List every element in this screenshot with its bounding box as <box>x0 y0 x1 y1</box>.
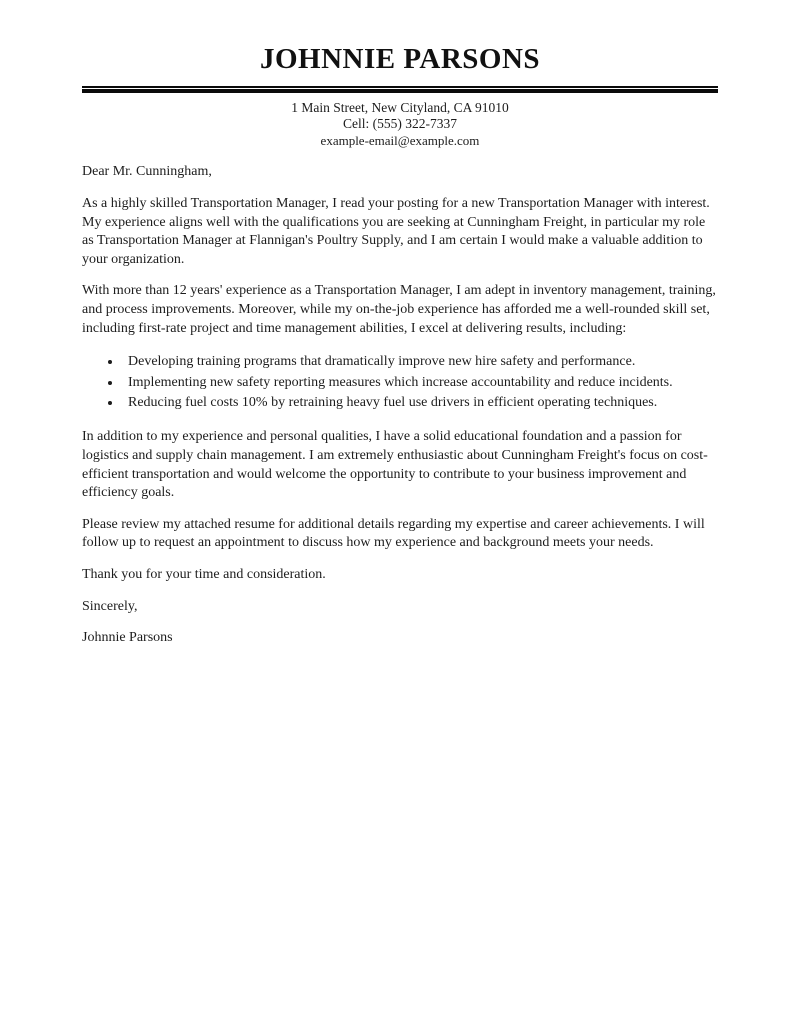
list-item: • Reducing fuel costs 10% by retraining heavy fuel use drivers in efficient operating techniques. <box>122 393 718 413</box>
contact-block <box>82 100 718 150</box>
phone-line: Cell: (555) 322-7337 <box>343 116 457 132</box>
paragraph-education: In addition to my experience and personal qualities, I have a solid educational foundation and a passion for logistics and supply chain management. I am extremely enthusiastic about Cunningham Freight's focus on cost-efficient transportation and would welcome the opportunity to contribute to your business improvement and efficiency goals. <box>82 429 708 501</box>
applicant-name: JOHNNIE PARSONS <box>259 43 541 75</box>
paragraph-experience: With more than 12 years' experience as a Transportation Manager, I am adept in inventory management, training, and process improvements. Moreover, while my on-the-job experience has afforded me a well-rounded skill set, including first-rate project and time management abilities, I excel at delivering results, including: <box>82 283 716 336</box>
list-item: • Developing training programs that dramatically improve new hire safety and performance. <box>122 352 718 372</box>
letter-body <box>82 163 718 647</box>
salutation: Dear Mr. Cunningham, <box>82 164 212 180</box>
valediction: Sincerely, <box>82 598 138 614</box>
list-item: • Implementing new safety reporting measures which increase accountability and reduce incidents. <box>122 373 718 393</box>
address-line: 1 Main Street, New Cityland, CA 91010 <box>291 99 509 115</box>
thanks-line: Thank you for your time and consideration. <box>82 566 326 582</box>
paragraph-introduction: As a highly skilled Transportation Manager, I read your posting for a new Transportation Manager with interest. My experience aligns well with the qualifications you are seeking at Cunningham Freight, in particular my role as Transportation Manager at Flannigan's Poultry Supply, and I am certain I would make a valuable addition to your organization. <box>82 195 710 267</box>
signature-name: Johnnie Parsons <box>82 630 173 646</box>
header-divider-rule <box>82 86 718 93</box>
paragraph-follow-up: Please review my attached resume for additional details regarding my expertise and career achievements. I will follow up to request an appointment to discuss how my experience and background meets your needs. <box>82 516 705 551</box>
achievements-list <box>82 352 718 413</box>
email-line: example-email@example.com <box>320 132 480 148</box>
letterhead <box>82 44 718 149</box>
